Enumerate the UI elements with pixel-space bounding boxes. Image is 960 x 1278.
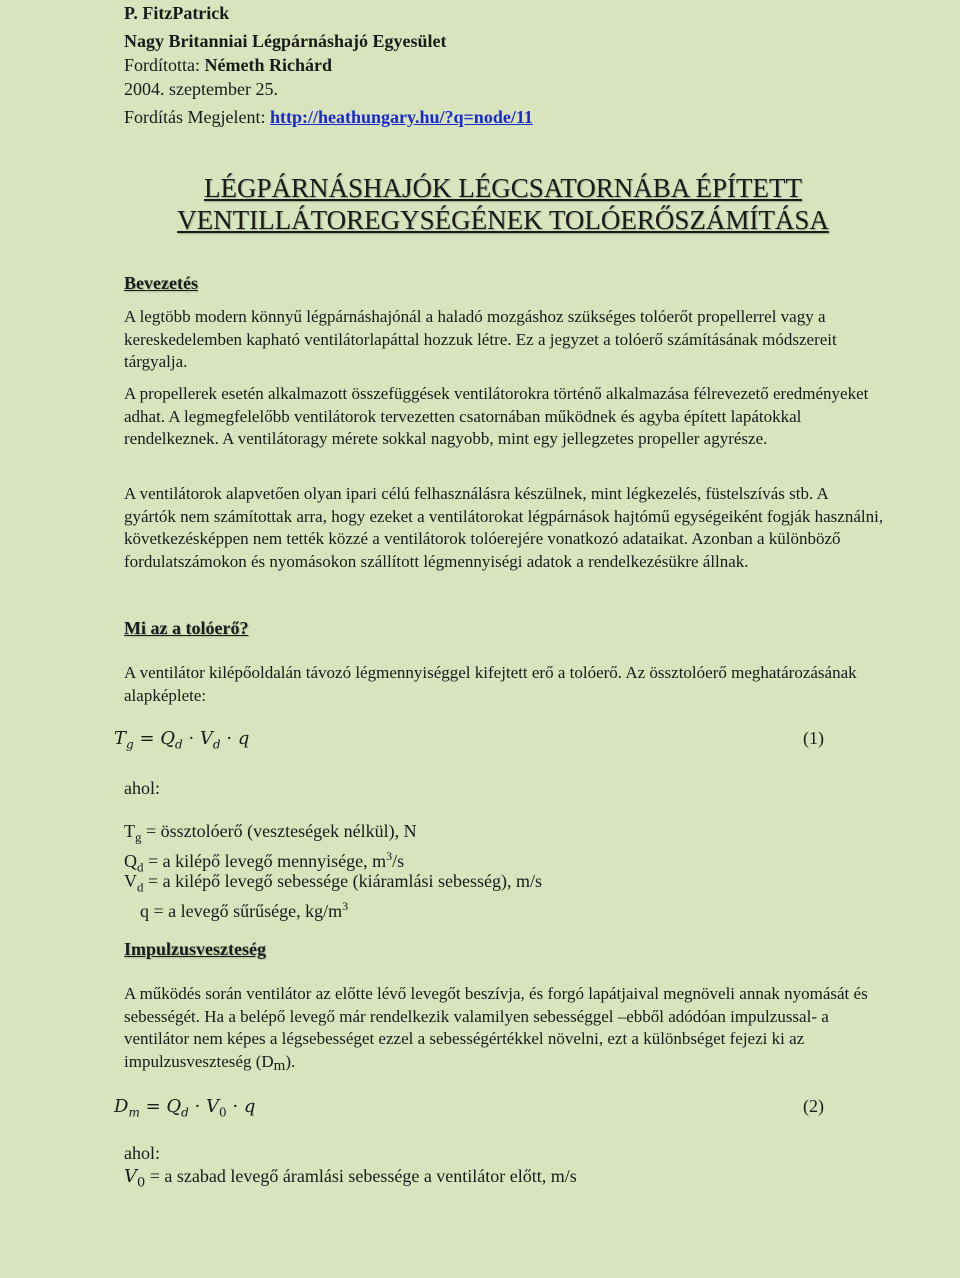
section-heading-intro: Bevezetés xyxy=(124,273,198,293)
equation-2-formula: $D_m = Q_d \cdot V_0 \cdot q$ xyxy=(114,1096,256,1120)
definition-qd: $Q_d = a$ kilépő levegő mennyisége, $m^3/s$ xyxy=(124,849,405,875)
equation-1-formula: $T_g = Q_d \cdot V_d \cdot q$ xyxy=(114,728,250,752)
organization: Nagy Britanniai Légpárnáshajó Egyesület xyxy=(124,31,447,51)
thrust-paragraph: A ventilátor kilépőoldalán távozó légmennyiséggel kifejtett erő a tolóerő. Az össztolóerő meghatározásának alapképlete: xyxy=(124,663,857,705)
equation-1 xyxy=(114,728,824,752)
definition-v0: $V_0 = a$ szabad levegő áramlási sebessége a ventilátor előtt, m/s xyxy=(124,1166,577,1191)
impulse-paragraph: A működés során ventilátor az előtte lévő levegőt beszívja, és forgó lapátjaival megnöveli annak nyomását és sebességét. Ha a belépő levegő már rendelkezik valamilyen sebességgel –ebből adódóan impulzussal- a ventilátor nem képes a légsebességet ezzel a sebességértékkel növelni, ezt a különbséget fejezi ki az impulzusveszteség (Dm). xyxy=(124,984,868,1074)
intro-paragraph-2: A propellerek esetén alkalmazott összefüggések ventilátorokra történő alkalmazása félrevezető eredményeket adhat. A legmegfelelőbb ventilátorok tervezetten csatornában működnek és agyba épített lapátokkal rendelkeznek. A ventilátoragy mérete sokkal nagyobb, mint egy jellegzetes propeller agyrésze. xyxy=(124,384,869,448)
where-label-2: ahol: xyxy=(124,1143,160,1163)
translator-name: Németh Richárd xyxy=(204,55,332,75)
author: P. FitzPatrick xyxy=(124,3,230,23)
published-label: Fordítás Megjelent: xyxy=(124,107,270,127)
definition-vd: $V_d = a$ kilépő levegő sebessége (kiáramlási sebesség), m/s xyxy=(124,871,543,895)
where-label-1: ahol: xyxy=(124,778,160,798)
equation-1-number: (1) xyxy=(803,728,824,748)
translator-label: Fordította: xyxy=(124,55,205,75)
source-link[interactable]: http://heathungary.hu/?q=node/11 xyxy=(269,107,533,127)
section-heading-impulse: Impulzusveszteség xyxy=(124,939,266,959)
intro-paragraph-3: A ventilátorok alapvetően olyan ipari célú felhasználásra készülnek, mint légkezelés, füstelszívás stb. A gyártók nem számítottak arra, hogy ezeket a ventilátorokat légpárnások hajtómű egységeiként fogják használni, következésképpen nem tették közzé a ventilátorok tolóerejére vonatkozó adataikat. Azonban a különböző fordulatszámokon és nyomásokon szállított légmennyiségi adatok a rendelkezésükre állnak. xyxy=(124,484,884,571)
equation-2 xyxy=(114,1096,824,1120)
title-line-1: LÉGPÁRNÁSHAJÓK LÉGCSATORNÁBA ÉPÍTETT xyxy=(203,173,803,203)
date: 2004. szeptember 25. xyxy=(124,79,278,99)
title-line-2: VENTILLÁTOREGYSÉGÉNEK TOLÓERŐSZÁMÍTÁSA xyxy=(177,205,829,235)
equation-2-number: (2) xyxy=(803,1096,824,1116)
definition-q: q = a levegő sűrűsége, $kg/m^3$ xyxy=(140,899,349,921)
translator-line xyxy=(124,54,332,76)
published-line xyxy=(124,106,533,128)
section-heading-thrust: Mi az a tolóerő? xyxy=(124,618,249,638)
definition-tg: $T_g$ = össztolóerő (veszteségek nélkül), N xyxy=(124,821,417,845)
intro-paragraph-1: A legtöbb modern könnyű légpárnáshajónál a haladó mozgáshoz szükséges tolóerőt propellerrel vagy a kereskedelemben kapható ventilátorlapáttal hozzuk létre. Ez a jegyzet a tolóerő számításának módszereit tárgyalja. xyxy=(124,307,837,371)
